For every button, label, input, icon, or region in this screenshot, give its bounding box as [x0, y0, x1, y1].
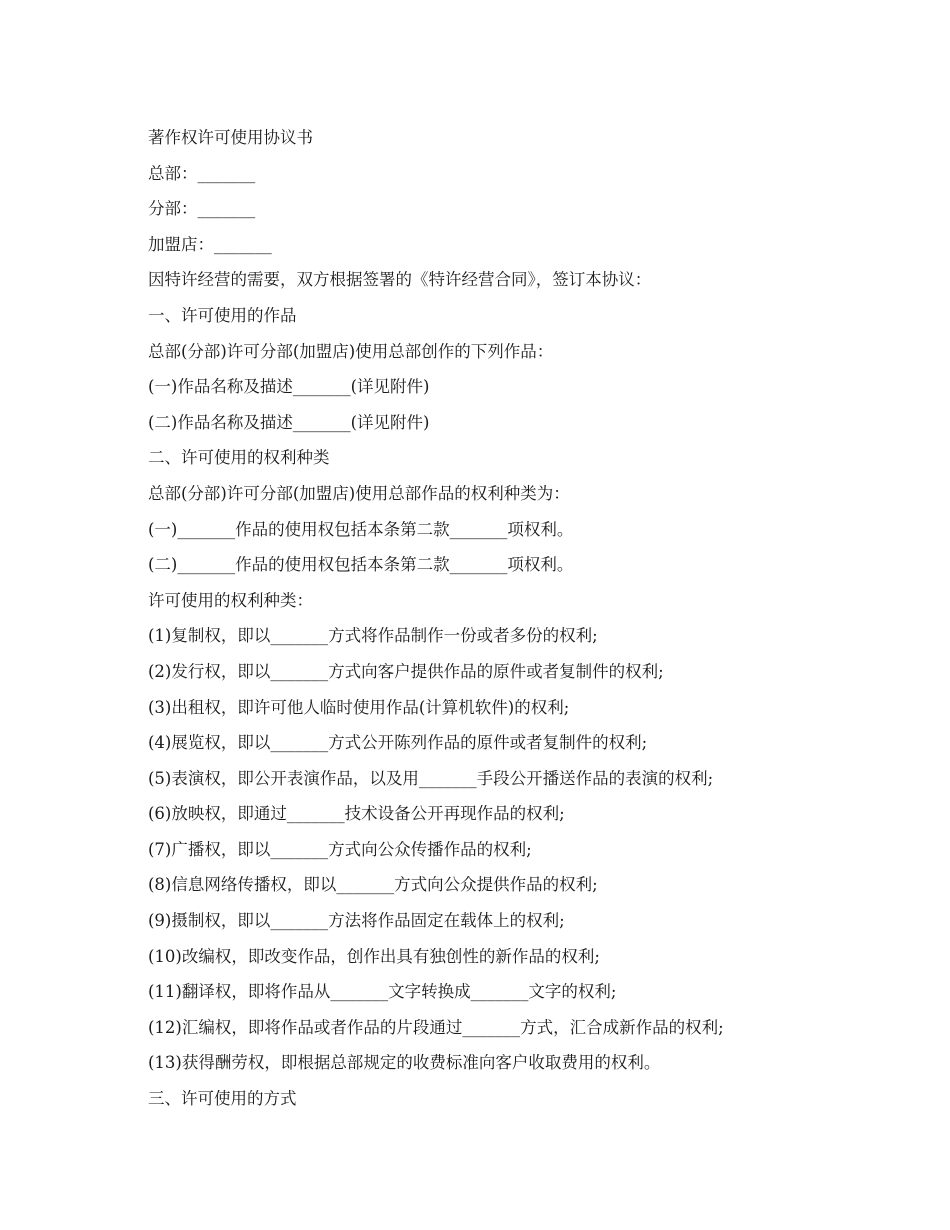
right-item-7: (7)广播权，即以_______方式向公众传播作品的权利; [148, 839, 532, 859]
right-item-13: (13)获得酬劳权，即根据总部规定的收费标准向客户收取费用的权利。 [148, 1053, 661, 1073]
right-item-8: (8)信息网络传播权，即以_______方式向公众提供作品的权利; [148, 875, 598, 895]
rights-intro: 总部(分部)许可分部(加盟店)使用总部作品的权利种类为： [148, 483, 570, 503]
right-item-6: (6)放映权，即通过_______技术设备公开再现作品的权利; [148, 804, 565, 824]
rights-types-heading: 许可使用的权利种类： [148, 590, 313, 610]
document-title: 著作权许可使用协议书 [148, 128, 313, 147]
right-item-1: (1)复制权，即以_______方式将作品制作一份或者多份的权利; [148, 626, 598, 646]
work-item-1: (一)作品名称及描述_______(详见附件) [148, 377, 430, 397]
work-item-2: (二)作品名称及描述_______(详见附件) [148, 412, 430, 432]
right-item-5: (5)表演权，即公开表演作品，以及用_______手段公开播送作品的表演的权利; [148, 768, 714, 788]
headquarters-field: 总部：_______ [148, 163, 256, 183]
section-heading-usage: 三、许可使用的方式 [148, 1089, 297, 1109]
right-item-9: (9)摄制权，即以_______方法将作品固定在载体上的权利; [148, 911, 565, 931]
section-heading-rights: 二、许可使用的权利种类 [148, 448, 330, 468]
right-item-2: (2)发行权，即以_______方式向客户提供作品的原件或者复制件的权利; [148, 661, 664, 681]
preamble-paragraph: 因特许经营的需要，双方根据签署的《特许经营合同》，签订本协议： [148, 270, 652, 290]
franchisee-field: 加盟店：_______ [148, 234, 272, 254]
right-item-4: (4)展览权，即以_______方式公开陈列作品的原件或者复制件的权利; [148, 733, 648, 753]
rights-scope-2: (二)_______作品的使用权包括本条第二款_______项权利。 [148, 555, 574, 575]
document-body [148, 120, 848, 1117]
section-heading-works: 一、许可使用的作品 [148, 305, 297, 325]
branch-field: 分部：_______ [148, 199, 256, 219]
rights-scope-1: (一)_______作品的使用权包括本条第二款_______项权利。 [148, 519, 574, 539]
right-item-3: (3)出租权，即许可他人临时使用作品(计算机软件)的权利; [148, 697, 570, 717]
right-item-11: (11)翻译权，即将作品从_______文字转换成_______文字的权利; [148, 982, 617, 1002]
works-intro: 总部(分部)许可分部(加盟店)使用总部创作的下列作品： [148, 341, 554, 361]
right-item-10: (10)改编权，即改变作品，创作出具有独创性的新作品的权利; [148, 946, 600, 966]
right-item-12: (12)汇编权，即将作品或者作品的片段通过_______方式，汇合成新作品的权利; [148, 1017, 724, 1037]
